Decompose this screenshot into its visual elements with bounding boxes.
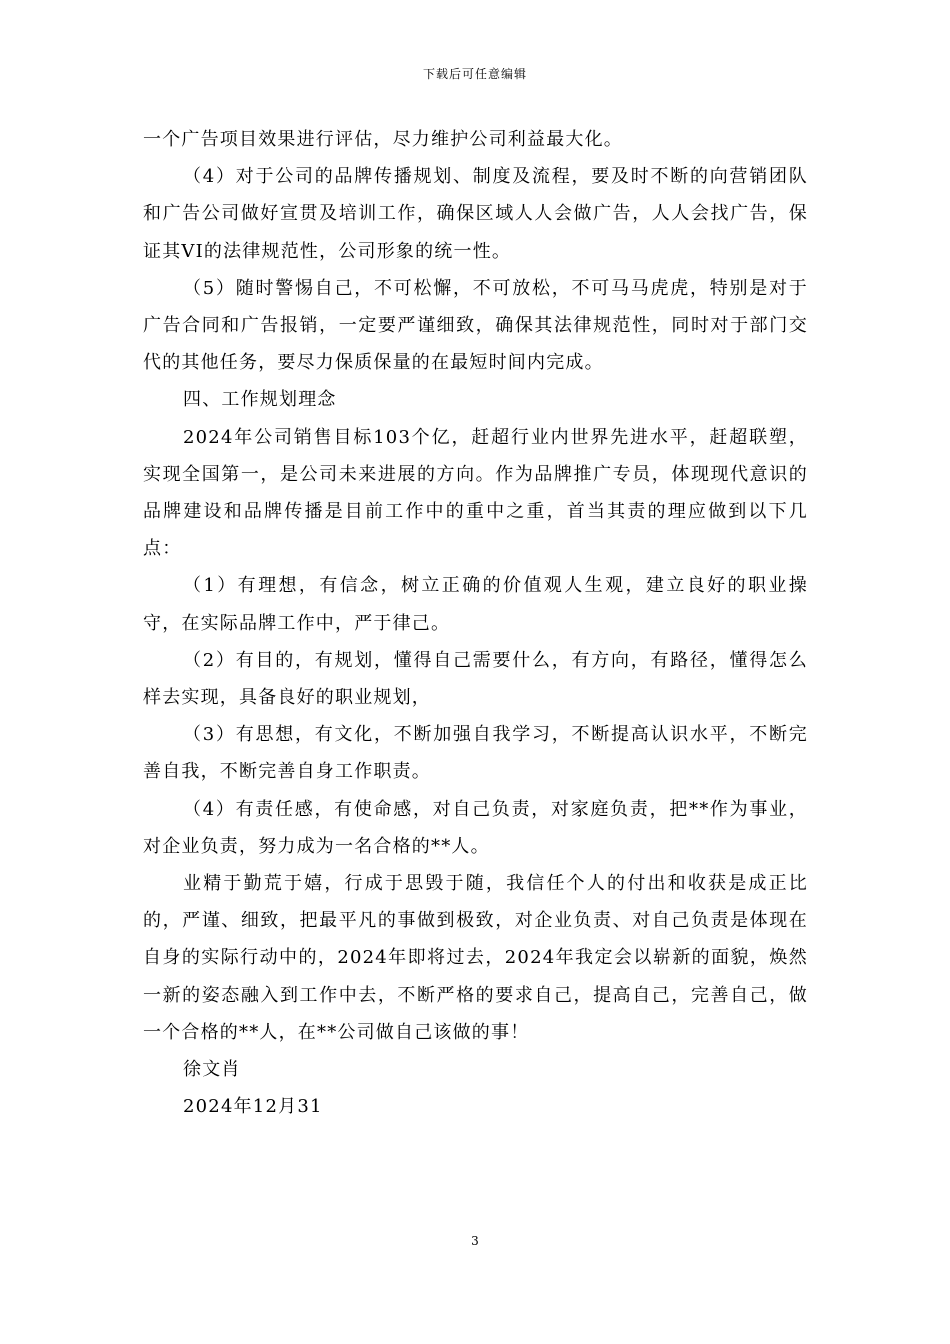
document-date: 2024年12月31 — [183, 1096, 323, 1118]
paragraph-point-1: （1）有理想，有信念，树立正确的价值观人生观，建立良好的职业操守，在实际品牌工作中，严于律己。 — [143, 575, 808, 634]
document-body — [143, 121, 808, 1125]
page-number: 3 — [471, 1234, 479, 1248]
section-heading: 四、工作规划理念 — [183, 389, 337, 411]
paragraph-conclusion: 业精于勤荒于嬉，行成于思毁于随，我信任个人的付出和收获是成正比的，严谨、细致，把最平凡的事做到极致，对企业负责、对自己负责是体现在自身的实际行动中的，2024年即将过去，2024年我定会以崭新的面貌，焕然一新的姿态融入到工作中去，不断严格的要求自己，提高自己，完善自己，做一个合格的**人，在**公司做自己该做的事！ — [143, 873, 808, 1043]
page-header: 下载后可任意编辑 — [422, 67, 527, 81]
paragraph-continuation: 一个广告项目效果进行评估，尽力维护公司利益最大化。 — [143, 129, 623, 150]
paragraph-item-4-brand: （4）对于公司的品牌传播规划、制度及流程，要及时不断的向营销团队和广告公司做好宣贯及培训工作，确保区域人人会做广告，人人会找广告，保证其VI的法律规范性，公司形象的统一性。 — [143, 166, 808, 262]
paragraph-point-3: （3）有思想，有文化，不断加强自我学习，不断提高认识水平，不断完善自我，不断完善自身工作职责。 — [143, 724, 808, 783]
author-name: 徐文肖 — [183, 1059, 241, 1081]
paragraph-point-4: （4）有责任感，有使命感，对自己负责，对家庭负责，把**作为事业，对企业负责，努力成为一名合格的**人。 — [143, 798, 808, 857]
paragraph-point-2: （2）有目的，有规划，懂得自己需要什么，有方向，有路径，懂得怎么样去实现，具备良好的职业规划， — [143, 649, 808, 709]
paragraph-item-5-vigilance: （5）随时警惕自己，不可松懈，不可放松，不可马马虎虎，特别是对于广告合同和广告报销，一定要严谨细致，确保其法律规范性，同时对于部门交代的其他任务，要尽力保质保量的在最短时间内完成。 — [143, 277, 808, 374]
paragraph-sales-target: 2024年公司销售目标103个亿，赶超行业内世界先进水平，赶超联塑，实现全国第一，是公司未来进展的方向。作为品牌推广专员，体现现代意识的品牌建设和品牌传播是目前工作中的重中之重，首当其责的理应做到以下几点： — [143, 426, 808, 560]
